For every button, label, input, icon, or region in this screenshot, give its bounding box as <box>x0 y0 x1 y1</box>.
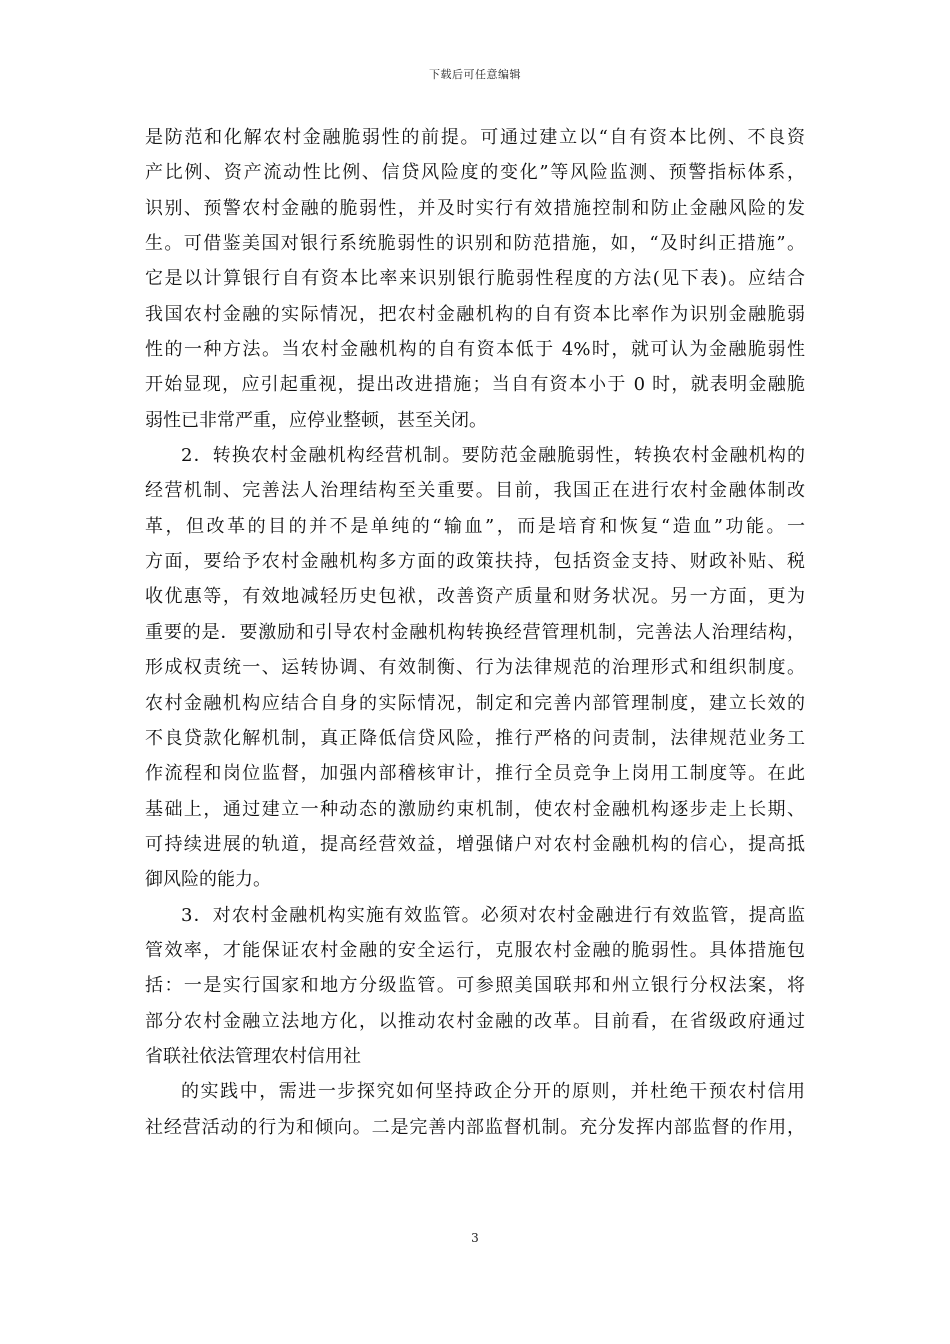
text-line: 是防范和化解农村金融脆弱性的前提。可通过建立以“自有资本比例、不良资 <box>145 127 805 148</box>
text-line: 括：一是实行国家和地方分级监管。可参照美国联邦和州立银行分权法案，将 <box>145 975 805 997</box>
text-line: 2．转换农村金融机构经营机制。要防范金融脆弱性，转换农村金融机构的 <box>181 445 805 467</box>
text-line: 管效率，才能保证农村金融的安全运行，克服农村金融的脆弱性。具体措施包 <box>145 939 805 961</box>
page-header: 下载后可任意编辑 <box>429 68 521 81</box>
text-line: 御风险的能力。 <box>145 869 271 891</box>
text-line: 生。可借鉴美国对银行系统脆弱性的识别和防范措施，如，“及时纠正措施”。 <box>145 233 805 255</box>
document-body <box>145 120 805 1145</box>
text-line: 性的一种方法。当农村金融机构的自有资本低于 4%时，就可认为金融脆弱性 <box>145 339 805 361</box>
text-line: 革，但改革的目的并不是单纯的“输血”，而是培育和恢复“造血”功能。一 <box>145 515 805 537</box>
text-line: 产比例、资产流动性比例、信贷风险度的变化”等风险监测、预警指标体系， <box>145 162 805 184</box>
text-line: 农村金融机构应结合自身的实际情况，制定和完善内部管理制度，建立长效的 <box>145 692 805 714</box>
text-line: 开始显现，应引起重视，提出改进措施；当自有资本小于 0 时，就表明金融脆 <box>145 374 805 396</box>
text-line: 部分农村金融立法地方化，以推动农村金融的改革。目前看，在省级政府通过 <box>145 1010 805 1032</box>
text-line: 它是以计算银行自有资本比率来识别银行脆弱性程度的方法(见下表)。应结合 <box>145 268 805 290</box>
text-line: 重要的是．要激励和引导农村金融机构转换经营管理机制，完善法人治理结构， <box>145 621 805 643</box>
text-line: 我国农村金融的实际情况，把农村金融机构的自有资本比率作为识别金融脆弱 <box>145 303 805 325</box>
text-line: 可持续进展的轨道，提高经营效益，增强储户对农村金融机构的信心，提高抵 <box>145 833 805 855</box>
text-line: 省联社依法管理农村信用社 <box>145 1045 361 1067</box>
page-number: 3 <box>471 1231 479 1245</box>
text-line: 基础上，通过建立一种动态的激励约束机制，使农村金融机构逐步走上长期、 <box>145 798 805 820</box>
text-line: 识别、预警农村金融的脆弱性，并及时实行有效措施控制和防止金融风险的发 <box>145 197 805 219</box>
text-line: 的实践中，需进一步探究如何坚持政企分开的原则，并杜绝干预农村信用 <box>181 1081 805 1103</box>
text-line: 不良贷款化解机制，真正降低信贷风险，推行严格的问责制，法律规范业务工 <box>145 727 805 749</box>
text-line: 3．对农村金融机构实施有效监管。必须对农村金融进行有效监管，提高监 <box>181 904 805 926</box>
text-line: 收优惠等，有效地减轻历史包袱，改善资产质量和财务状况。另一方面，更为 <box>145 586 805 608</box>
text-line: 经营机制、完善法人治理结构至关重要。目前，我国正在进行农村金融体制改 <box>145 480 805 502</box>
text-line: 社经营活动的行为和倾向。二是完善内部监督机制。充分发挥内部监督的作用， <box>145 1116 805 1138</box>
text-line: 方面，要给予农村金融机构多方面的政策扶持，包括资金支持、财政补贴、税 <box>145 551 805 573</box>
text-line: 弱性已非常严重，应停业整顿，甚至关闭。 <box>145 409 487 431</box>
text-line: 作流程和岗位监督，加强内部稽核审计，推行全员竞争上岗用工制度等。在此 <box>145 763 805 785</box>
text-line: 形成权责统一、运转协调、有效制衡、行为法律规范的治理形式和组织制度。 <box>145 657 805 679</box>
